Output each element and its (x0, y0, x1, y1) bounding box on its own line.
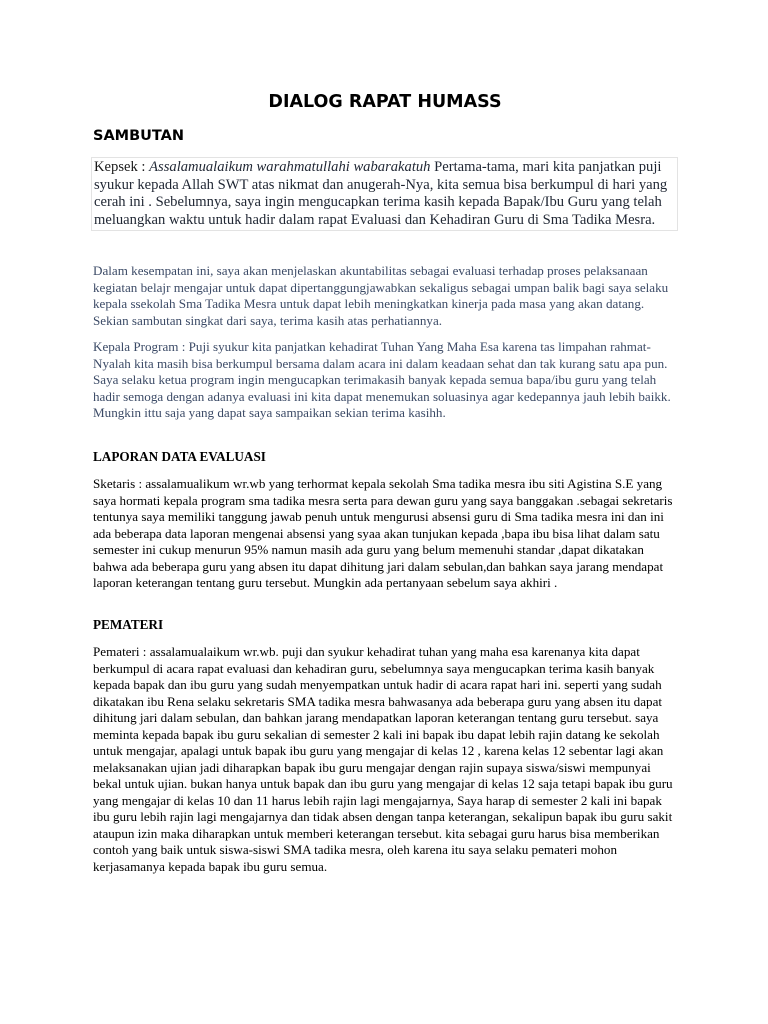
kepsek-speech-box (91, 157, 678, 231)
section-heading-pemateri: PEMATERI (93, 617, 164, 632)
kepsek-greeting: Assalamualaikum warahmatullahi wabarakatuh (149, 159, 431, 175)
section-heading-sambutan: SAMBUTAN (93, 128, 185, 144)
kepsek-speech-text: Pertama-tama, mari kita panjatkan puji syukur kepada Allah SWT atas nikmat dan anugerah-Nya, kita semua bisa berkumpul di hari yang cerah ini . Sebelumnya, saya ingin mengucapkan terima kasih kepada Bapak/Ibu Guru yang telah meluangkan waktu untuk hadir dalam rapat Evaluasi dan Kehadiran Guru di Sma Tadika Mesra. (94, 159, 668, 228)
document-title: DIALOG RAPAT HUMASS (268, 92, 502, 112)
section-heading-laporan: LAPORAN DATA EVALUASI (93, 449, 266, 464)
kepala-program-paragraph: Kepala Program : Puji syukur kita panjatkan kehadirat Tuhan Yang Maha Esa karena tas limpahan rahmat-Nyalah kita masih bisa berkumpul bersama dalam acara ini dalam keadaan sehat dan tak kurang satu apa pun. Saya selaku ketua program ingin mengucapkan terimakasih banyak kepada semua bapa/ibu guru yang telah hadir semoga dengan adanya evaluasi ini kita dapat menemukan soluasinya agar kedepannya jauh lebih baikk. Mungkin ittu saja yang dapat saya sampaikan sekian terima kasihh. (93, 339, 671, 420)
sekretaris-paragraph: Sketaris : assalamualikum wr.wb yang terhormat kepala sekolah Sma tadika mesra ibu siti Agistina S.E yang saya hormati kepala program sma tadika mesra serta para dewan guru yang saya banggakan .sebagai sekretaris tentunya saya memiliki tanggung jawab penuh untuk mengurusi absensi guru di Sma tadika mesra ini dan ini ada beberapa data laporan mengenai absensi yang syaa akan tunjukan kepada ,bapa ibu bisa lihat dalam satu semester ini cukup menurun 95% namun masih ada guru yang belum memenuhi standar ,dapat dikatakan bahwa ada beberapa guru yang absen itu dapat dihitung jari dalam sebulan,dan bahkan saya jarang mendapat laporan keterangan tentang guru tersebut. Mungkin ada pertanyaan sebelum saya akhiri . (93, 476, 673, 590)
sambutan-paragraph-closing: Dalam kesempatan ini, saya akan menjelaskan akuntabilitas sebagai evaluasi terhadap proses pelaksanaan kegiatan belajr mengajar untuk dapat dipertanggungjawabkan sekaligus sebagai umpan balik bagi saya selaku kepala ssekolah Sma Tadika Mesra untuk dapat lebih meningkatkan kinerja pada masa yang akan datang. Sekian sambutan singkat dari saya, terima kasih atas perhatiannya. (93, 263, 669, 328)
kepsek-speaker-label: Kepsek : (94, 159, 150, 175)
pemateri-paragraph: Pemateri : assalamualaikum wr.wb. puji dan syukur kehadirat tuhan yang maha esa karenanya kita dapat berkumpul di acara rapat evaluasi dan kehadiran guru, sebelumnya saya mengucapkan terima kasih banyak kepada bapak dan ibu guru yang sudah menyempatkan untuk hadir di acara rapat hari ini. seperti yang sudah dikatakan ibu Rena selaku sekretaris SMA tadika mesra bahwasanya ada beberapa guru yang absen itu dapat dihitung jari dalam sebulan, dan bahkan jarang mendapatkan laporan keterangan tentang guru tersebut. saya meminta kepada bapak ibu guru sekalian di semester 2 kali ini bapak ibu dapat lebih rajin datang ke sekolah untuk mengajar, apalagi untuk bapak ibu guru yang mengajar di kelas 12 , karena kelas 12 sebentar lagi akan melaksanakan ujian jadi diharapkan bapak ibu guru mengajar dengan rajin supaya siswa/siswi mempunyai bekal untuk ujian. bukan hanya untuk bapak dan ibu guru yang mengajar di kelas 12 saja tetapi bapak ibu guru yang mengajar di kelas 10 dan 11 harus lebih rajin lagi mengajarnya, Saya harap di semester 2 kali ini bapak ibu guru lebih rajin lagi mengajarnya dan tidak absen dengan tanpa keterangan, sekalipun bapak ibu guru sakit ataupun izin maka diharapkan untuk memberi keterangan tersebut. kita sebagai guru harus bisa memberikan contoh yang baik untuk siswa-siswi SMA tadika mesra, oleh karena itu saya selaku pemateri mohon kerjasamanya kepada bapak ibu guru semua. (93, 644, 673, 874)
